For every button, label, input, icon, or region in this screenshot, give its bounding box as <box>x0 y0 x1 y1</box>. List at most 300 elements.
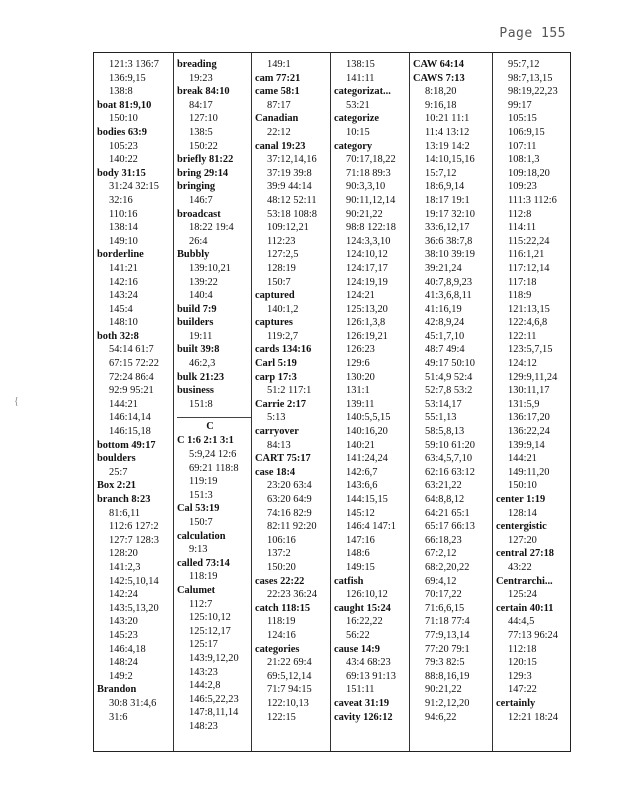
index-entry-reference: 105:15 <box>508 113 537 125</box>
index-entry-word: Cal 53:19 <box>177 503 220 515</box>
index-column-2 <box>173 53 251 751</box>
index-entry-word: centergistic <box>496 521 547 533</box>
index-entry-reference: 140:4 <box>189 290 213 302</box>
index-entry-reference: 22:23 36:24 <box>267 589 317 601</box>
index-entry-reference: 71:18 89:3 <box>346 167 391 179</box>
index-entry-word: branch 8:23 <box>97 494 151 505</box>
index-entry-reference: 71:6,6,15 <box>425 602 465 614</box>
index-entry-reference: 142:6,7 <box>346 466 378 478</box>
index-entry-reference: 38:10 39:19 <box>425 249 475 261</box>
index-entry-word: Bubbly <box>177 249 210 261</box>
index-entry-word: categories <box>255 643 300 655</box>
index-entry-reference: 31:24 32:15 <box>109 181 159 193</box>
index-entry-reference: 98:19,22,23 <box>508 86 558 98</box>
index-entry-reference: 77:20 79:1 <box>425 643 470 655</box>
index-entry-reference: 138:5 <box>189 126 213 138</box>
index-entry-word: cam 77:21 <box>255 72 301 84</box>
index-entry-reference: 22:12 <box>267 126 291 138</box>
index-entry-reference: 141:24,24 <box>346 453 388 465</box>
index-entry-reference: 124:10,12 <box>346 249 388 261</box>
index-entry-reference: 118:19 <box>267 616 296 628</box>
index-entry-reference: 147:16 <box>346 534 375 546</box>
index-entry-reference: 62:16 63:12 <box>425 466 475 478</box>
index-entry-reference: 144:21 <box>508 453 537 465</box>
index-entry-reference: 140:21 <box>346 439 375 451</box>
index-entry-reference: 48:7 49:4 <box>425 344 465 356</box>
index-entry-reference: 51:2 117:1 <box>267 385 312 397</box>
index-entry-reference: 143:23 <box>189 666 218 678</box>
index-entry-reference: 143:20 <box>109 616 138 628</box>
index-entry-reference: 64:21 65:1 <box>425 507 470 519</box>
index-entry-reference: 129:9,11,24 <box>508 371 558 383</box>
index-entry-reference: 9:16,18 <box>425 99 457 111</box>
index-entry-reference: 131:5,9 <box>508 398 540 410</box>
index-entry-reference: 141:2,3 <box>109 561 141 573</box>
index-entry-reference: 136:22,24 <box>508 426 550 438</box>
index-entry-reference: 139:9,14 <box>508 439 545 451</box>
index-entry-reference: 118:9 <box>508 290 532 302</box>
index-entry-reference: 56:22 <box>346 629 370 641</box>
index-entry-reference: 144:21 <box>109 398 138 410</box>
index-entry-reference: 141:21 <box>109 262 138 274</box>
index-entry-word: carryover <box>255 426 299 438</box>
index-entry-reference: 69:5,12,14 <box>267 670 312 682</box>
index-entry-reference: 58:5,8,13 <box>425 426 465 438</box>
index-entry-reference: 146:5,22,23 <box>189 693 239 705</box>
index-entry-word: cause 14:9 <box>334 643 380 655</box>
index-entry-reference: 112:6 127:2 <box>109 521 159 533</box>
index-entry-reference: 142:16 <box>109 276 138 288</box>
index-entry-word: briefly 81:22 <box>177 154 234 166</box>
index-entry-reference: 141:11 <box>346 72 375 84</box>
index-entry-reference: 9:13 <box>189 544 208 556</box>
index-entry-word: body 31:15 <box>97 167 146 179</box>
index-entry-reference: 143:6,6 <box>346 480 378 492</box>
index-entry-word: break 84:10 <box>177 86 230 98</box>
index-entry-reference: 63:21,22 <box>425 480 462 492</box>
index-entry-reference: 151:8 <box>189 398 213 410</box>
index-entry-reference: 151:3 <box>189 489 213 501</box>
index-entry-reference: 55:1,13 <box>425 412 457 424</box>
index-entry-reference: 63:4,5,7,10 <box>425 453 473 465</box>
index-entry-reference: 69:21 118:8 <box>189 462 239 474</box>
index-entry-reference: 65:17 66:13 <box>425 521 475 533</box>
index-entry-word: cases 22:22 <box>255 575 305 587</box>
index-entry-reference: 37:12,14,16 <box>267 154 317 166</box>
index-entry-reference: 87:17 <box>267 99 291 111</box>
index-entry-reference: 26:4 <box>189 235 208 247</box>
index-entry-reference: 143:24 <box>109 290 138 302</box>
index-entry-reference: 21:22 69:4 <box>267 657 312 669</box>
index-entry-word: bottom 49:17 <box>97 439 156 451</box>
index-entry-word: certainly <box>496 697 536 709</box>
index-entry-word: boulders <box>97 453 136 465</box>
index-entry-reference: 18:22 19:4 <box>189 222 234 234</box>
index-entry-reference: 91:2,12,20 <box>425 697 470 709</box>
index-entry-reference: 42:8,9,24 <box>425 317 465 329</box>
index-entry-reference: 31:6 <box>109 711 128 723</box>
index-entry-reference: 63:20 64:9 <box>267 494 312 505</box>
index-entry-reference: 41:16,19 <box>425 303 462 315</box>
index-entry-word: bringing <box>177 181 216 193</box>
index-entry-reference: 125:13,20 <box>346 303 388 315</box>
index-entry-reference: 128:14 <box>508 507 537 519</box>
index-entry-reference: 107:11 <box>508 140 537 152</box>
index-entry-reference: 150:10 <box>109 113 138 125</box>
index-entry-word: boat 81:9,10 <box>97 99 152 111</box>
index-entry-reference: 127:7 128:3 <box>109 534 159 546</box>
index-entry-reference: 112:7 <box>189 598 213 610</box>
index-entry-reference: 146:14,14 <box>109 412 151 424</box>
index-entry-reference: 138:14 <box>109 222 138 234</box>
index-entry-reference: 124:19,19 <box>346 276 388 288</box>
index-entry-reference: 130:20 <box>346 371 375 383</box>
index-entry-reference: 90:11,12,14 <box>346 194 396 206</box>
index-entry-reference: 136:9,15 <box>109 72 146 84</box>
index-entry-word: catfish <box>334 575 364 587</box>
index-entry-reference: 71:7 94:15 <box>267 684 312 696</box>
index-entry-reference: 68:2,20,22 <box>425 561 470 573</box>
index-entry-reference: 90:21,22 <box>346 208 383 220</box>
index-entry-reference: 149:11,20 <box>508 466 550 478</box>
index-entry-word: Brandon <box>97 684 137 696</box>
index-entry-reference: 139:22 <box>189 276 218 288</box>
index-entry-reference: 128:19 <box>267 262 296 274</box>
index-entry-word: CART 75:17 <box>255 453 311 465</box>
index-entry-reference: 33:6,12,17 <box>425 222 470 234</box>
index-entry-reference: 72:24 86:4 <box>109 371 154 383</box>
index-entry-reference: 127:10 <box>189 113 218 125</box>
word-index-table <box>93 52 571 752</box>
index-entry-reference: 19:23 <box>189 72 213 84</box>
index-entry-reference: 120:15 <box>508 657 537 669</box>
index-entry-reference: 99:17 <box>508 99 532 111</box>
index-entry-reference: 142:5,10,14 <box>109 575 159 587</box>
index-entry-reference: 30:8 31:4,6 <box>109 697 157 709</box>
index-column-6 <box>492 53 572 751</box>
index-entry-reference: 121:3 136:7 <box>109 59 159 70</box>
index-entry-reference: 36:6 38:7,8 <box>425 235 473 247</box>
index-entry-reference: 19:11 <box>189 330 213 342</box>
index-entry-reference: 10:15 <box>346 126 370 138</box>
index-entry-reference: 126:23 <box>346 344 375 356</box>
index-entry-reference: 149:10 <box>109 235 138 247</box>
index-entry-word: Canadian <box>255 113 299 125</box>
index-entry-reference: 146:4 147:1 <box>346 521 396 533</box>
index-entry-reference: 52:7,8 53:2 <box>425 385 473 397</box>
index-entry-reference: 123:5,7,15 <box>508 344 553 356</box>
index-entry-reference: 128:20 <box>109 548 138 560</box>
index-entry-reference: 129:6 <box>346 358 370 370</box>
index-entry-reference: 14:10,15,16 <box>425 154 475 166</box>
index-entry-reference: 148:23 <box>189 720 218 732</box>
index-column-3 <box>251 53 330 751</box>
index-entry-reference: 69:4,12 <box>425 575 457 587</box>
index-entry-word: captures <box>255 317 293 329</box>
index-entry-reference: 77:13 96:24 <box>508 629 558 641</box>
section-letter-heading: C <box>177 417 251 434</box>
index-entry-reference: 37:19 39:8 <box>267 167 312 179</box>
index-entry-reference: 19:17 32:10 <box>425 208 475 220</box>
index-entry-reference: 46:2,3 <box>189 358 216 370</box>
index-entry-reference: 82:11 92:20 <box>267 521 317 533</box>
index-entry-reference: 142:24 <box>109 589 138 601</box>
index-entry-reference: 5:9,24 12:6 <box>189 449 237 461</box>
index-entry-reference: 109:18,20 <box>508 167 550 179</box>
index-entry-reference: 94:6,22 <box>425 711 457 723</box>
index-entry-reference: 48:12 52:11 <box>267 194 317 206</box>
index-entry-reference: 145:12 <box>346 507 375 519</box>
index-entry-reference: 106:9,15 <box>508 126 545 138</box>
index-entry-reference: 126:10,12 <box>346 589 388 601</box>
index-entry-reference: 146:4,18 <box>109 643 146 655</box>
index-entry-reference: 18:6,9,14 <box>425 181 465 193</box>
index-entry-reference: 54:14 61:7 <box>109 344 154 356</box>
index-entry-reference: 143:9,12,20 <box>189 652 239 664</box>
index-entry-reference: 88:8,16,19 <box>425 670 470 682</box>
index-entry-word: Centrarchi... <box>496 575 553 587</box>
index-entry-word: built 39:8 <box>177 344 220 356</box>
index-entry-reference: 8:18,20 <box>425 86 457 98</box>
index-entry-reference: 79:3 82:5 <box>425 657 465 669</box>
index-entry-reference: 39:21,24 <box>425 262 462 274</box>
index-entry-reference: 148:24 <box>109 657 138 669</box>
index-entry-word: center 1:19 <box>496 494 546 505</box>
index-entry-reference: 10:21 11:1 <box>425 113 470 125</box>
index-entry-reference: 140:16,20 <box>346 426 388 438</box>
index-entry-reference: 146:15,18 <box>109 426 151 438</box>
index-entry-reference: 71:18 77:4 <box>425 616 470 628</box>
index-entry-reference: 77:9,13,14 <box>425 629 470 641</box>
index-entry-reference: 151:11 <box>346 684 375 696</box>
index-entry-reference: 119:19 <box>189 476 218 488</box>
index-entry-reference: 150:22 <box>189 140 218 152</box>
index-entry-reference: 98:8 122:18 <box>346 222 396 234</box>
index-entry-reference: 109:23 <box>508 181 537 193</box>
index-entry-reference: 115:22,24 <box>508 235 550 247</box>
index-entry-reference: 147:8,11,14 <box>189 707 239 719</box>
index-entry-word: business <box>177 385 214 397</box>
index-entry-reference: 59:10 61:20 <box>425 439 475 451</box>
index-entry-word: caveat 31:19 <box>334 697 390 709</box>
index-entry-reference: 64:8,8,12 <box>425 494 465 505</box>
index-entry-word: categorize <box>334 113 379 125</box>
index-entry-reference: 124:3,3,10 <box>346 235 391 247</box>
index-entry-word: CAWS 7:13 <box>413 72 465 84</box>
index-entry-reference: 137:2 <box>267 548 291 560</box>
index-entry-reference: 66:18,23 <box>425 534 462 546</box>
index-entry-word: broadcast <box>177 208 221 220</box>
index-entry-reference: 149:2 <box>109 670 133 682</box>
index-entry-reference: 138:8 <box>109 86 133 98</box>
index-entry-word: Box 2:21 <box>97 480 136 492</box>
index-entry-reference: 49:17 50:10 <box>425 358 475 370</box>
index-entry-word: caught 15:24 <box>334 602 391 614</box>
index-entry-reference: 16:22,22 <box>346 616 383 628</box>
index-entry-reference: 92:9 95:21 <box>109 385 154 397</box>
index-entry-reference: 114:11 <box>508 222 537 234</box>
index-entry-word: both 32:8 <box>97 330 139 342</box>
index-entry-reference: 84:13 <box>267 439 291 451</box>
index-entry-reference: 11:4 13:12 <box>425 126 470 138</box>
index-entry-reference: 149:1 <box>267 59 291 70</box>
index-entry-reference: 109:12,21 <box>267 222 309 234</box>
index-entry-reference: 148:6 <box>346 548 370 560</box>
index-entry-word: Carl 5:19 <box>255 358 297 370</box>
index-entry-reference: 118:19 <box>189 571 218 583</box>
index-entry-reference: 5:13 <box>267 412 286 424</box>
index-entry-reference: 108:1,3 <box>508 154 540 166</box>
index-entry-reference: 121:13,15 <box>508 303 550 315</box>
index-entry-reference: 149:15 <box>346 561 375 573</box>
index-entry-reference: 69:13 91:13 <box>346 670 396 682</box>
index-entry-reference: 150:20 <box>267 561 296 573</box>
index-entry-reference: 111:3 112:6 <box>508 194 557 206</box>
index-entry-reference: 117:12,14 <box>508 262 550 274</box>
index-entry-reference: 127:20 <box>508 534 537 546</box>
index-entry-reference: 136:17,20 <box>508 412 550 424</box>
index-entry-reference: 112:8 <box>508 208 532 220</box>
index-entry-reference: 90:21,22 <box>425 684 462 696</box>
index-entry-word: case 18:4 <box>255 466 296 478</box>
index-entry-reference: 122:10,13 <box>267 697 309 709</box>
index-entry-reference: 139:11 <box>346 398 375 410</box>
index-entry-reference: 18:17 19:1 <box>425 194 470 206</box>
index-column-4 <box>330 53 409 751</box>
index-entry-word: captured <box>255 290 295 302</box>
page-number-header: Page 155 <box>499 26 566 41</box>
index-entry-word: CAW 64:14 <box>413 59 464 70</box>
margin-mark: { <box>14 396 19 407</box>
index-entry-reference: 125:12,17 <box>189 625 231 637</box>
index-entry-reference: 53:18 108:8 <box>267 208 317 220</box>
index-entry-reference: 90:3,3,10 <box>346 181 386 193</box>
index-entry-word: central 27:18 <box>496 548 554 560</box>
index-column-1 <box>94 53 173 751</box>
index-entry-reference: 81:6,11 <box>109 507 141 519</box>
index-entry-reference: 150:10 <box>508 480 537 492</box>
index-entry-reference: 145:4 <box>109 303 133 315</box>
index-entry-reference: 144:2,8 <box>189 680 221 692</box>
index-entry-reference: 53:14,17 <box>425 398 462 410</box>
index-entry-reference: 67:2,12 <box>425 548 457 560</box>
index-entry-word: certain 40:11 <box>496 602 554 614</box>
index-entry-reference: 125:10,12 <box>189 612 231 624</box>
index-entry-reference: 43:4 68:23 <box>346 657 391 669</box>
index-entry-reference: 138:15 <box>346 59 375 70</box>
index-entry-word: called 73:14 <box>177 557 230 569</box>
index-entry-word: build 7:9 <box>177 303 217 315</box>
index-entry-reference: 119:2,7 <box>267 330 299 342</box>
index-entry-word: carp 17:3 <box>255 371 297 383</box>
index-entry-reference: 13:19 14:2 <box>425 140 470 152</box>
index-entry-word: categorizat... <box>334 86 391 98</box>
index-entry-reference: 105:23 <box>109 140 138 152</box>
index-entry-reference: 32:16 <box>109 194 133 206</box>
index-entry-reference: 124:17,17 <box>346 262 388 274</box>
index-entry-reference: 23:20 63:4 <box>267 480 312 492</box>
index-entry-reference: 143:5,13,20 <box>109 602 159 614</box>
index-entry-word: borderline <box>97 249 144 261</box>
index-entry-reference: 95:7,12 <box>508 59 540 70</box>
index-entry-word: bulk 21:23 <box>177 371 225 383</box>
index-entry-reference: 41:3,6,8,11 <box>425 290 472 302</box>
index-entry-word: Calumet <box>177 584 216 596</box>
index-entry-reference: 112:18 <box>508 643 537 655</box>
index-entry-word: category <box>334 140 373 152</box>
index-entry-reference: 45:1,7,10 <box>425 330 465 342</box>
index-entry-reference: 129:3 <box>508 670 532 682</box>
index-entry-reference: 126:1,3,8 <box>346 317 386 329</box>
index-entry-reference: 15:7,12 <box>425 167 457 179</box>
index-entry-reference: 125:24 <box>508 589 537 601</box>
index-entry-reference: 117:18 <box>508 276 537 288</box>
index-entry-reference: 44:4,5 <box>508 616 535 628</box>
index-entry-reference: 145:23 <box>109 629 138 641</box>
index-entry-reference: 40:7,8,9,23 <box>425 276 473 288</box>
index-entry-reference: 39:9 44:14 <box>267 181 312 193</box>
index-entry-reference: 140:22 <box>109 154 138 166</box>
index-entry-word: calculation <box>177 530 226 542</box>
index-entry-word: canal 19:23 <box>255 140 306 152</box>
index-entry-word: bodies 63:9 <box>97 126 147 138</box>
index-entry-reference: 122:4,6,8 <box>508 317 548 329</box>
index-column-5 <box>409 53 492 751</box>
index-entry-reference: 147:22 <box>508 684 537 696</box>
index-entry-reference: 53:21 <box>346 99 370 111</box>
index-entry-reference: 124:21 <box>346 290 375 302</box>
index-entry-reference: 140:5,5,15 <box>346 412 391 424</box>
index-entry-word: Carrie 2:17 <box>255 398 307 410</box>
index-entry-reference: 74:16 82:9 <box>267 507 312 519</box>
index-entry-word: cards 134:16 <box>255 344 312 356</box>
index-entry-reference: 98:7,13,15 <box>508 72 553 84</box>
index-entry-reference: 124:16 <box>267 629 296 641</box>
index-entry-word: bring 29:14 <box>177 167 229 179</box>
index-entry-reference: 124:12 <box>508 358 537 370</box>
index-entry-reference: 67:15 72:22 <box>109 358 159 370</box>
index-entry-reference: 43:22 <box>508 561 532 573</box>
index-entry-reference: 139:10,21 <box>189 262 231 274</box>
index-entry-reference: 146:7 <box>189 194 213 206</box>
index-entry-word: cavity 126:12 <box>334 711 393 723</box>
index-entry-reference: 150:7 <box>267 276 291 288</box>
index-entry-reference: 148:10 <box>109 317 138 329</box>
index-entry-reference: 116:1,21 <box>508 249 545 261</box>
index-entry-word: catch 118:15 <box>255 602 311 614</box>
index-entry-reference: 130:11,17 <box>508 385 550 397</box>
index-entry-word: builders <box>177 317 214 329</box>
index-entry-reference: 144:15,15 <box>346 494 388 505</box>
index-entry-reference: 125:17 <box>189 639 218 651</box>
index-entry-reference: 106:16 <box>267 534 296 546</box>
index-entry-reference: 112:23 <box>267 235 296 247</box>
index-entry-reference: 70:17,18,22 <box>346 154 396 166</box>
index-entry-reference: 70:17,22 <box>425 589 462 601</box>
index-entry-reference: 122:11 <box>508 330 537 342</box>
index-entry-reference: 25:7 <box>109 466 128 478</box>
index-entry-reference: 131:1 <box>346 385 370 397</box>
index-entry-word: came 58:1 <box>255 86 300 98</box>
index-entry-reference: 84:17 <box>189 99 213 111</box>
index-entry-reference: 150:7 <box>189 517 213 528</box>
index-entry-word: breading <box>177 59 217 70</box>
index-entry-reference: 110:16 <box>109 208 138 220</box>
index-entry-reference: 12:21 18:24 <box>508 711 558 723</box>
index-entry-reference: 140:1,2 <box>267 303 299 315</box>
index-entry-reference: 122:15 <box>267 711 296 723</box>
index-entry-reference: 127:2,5 <box>267 249 299 261</box>
